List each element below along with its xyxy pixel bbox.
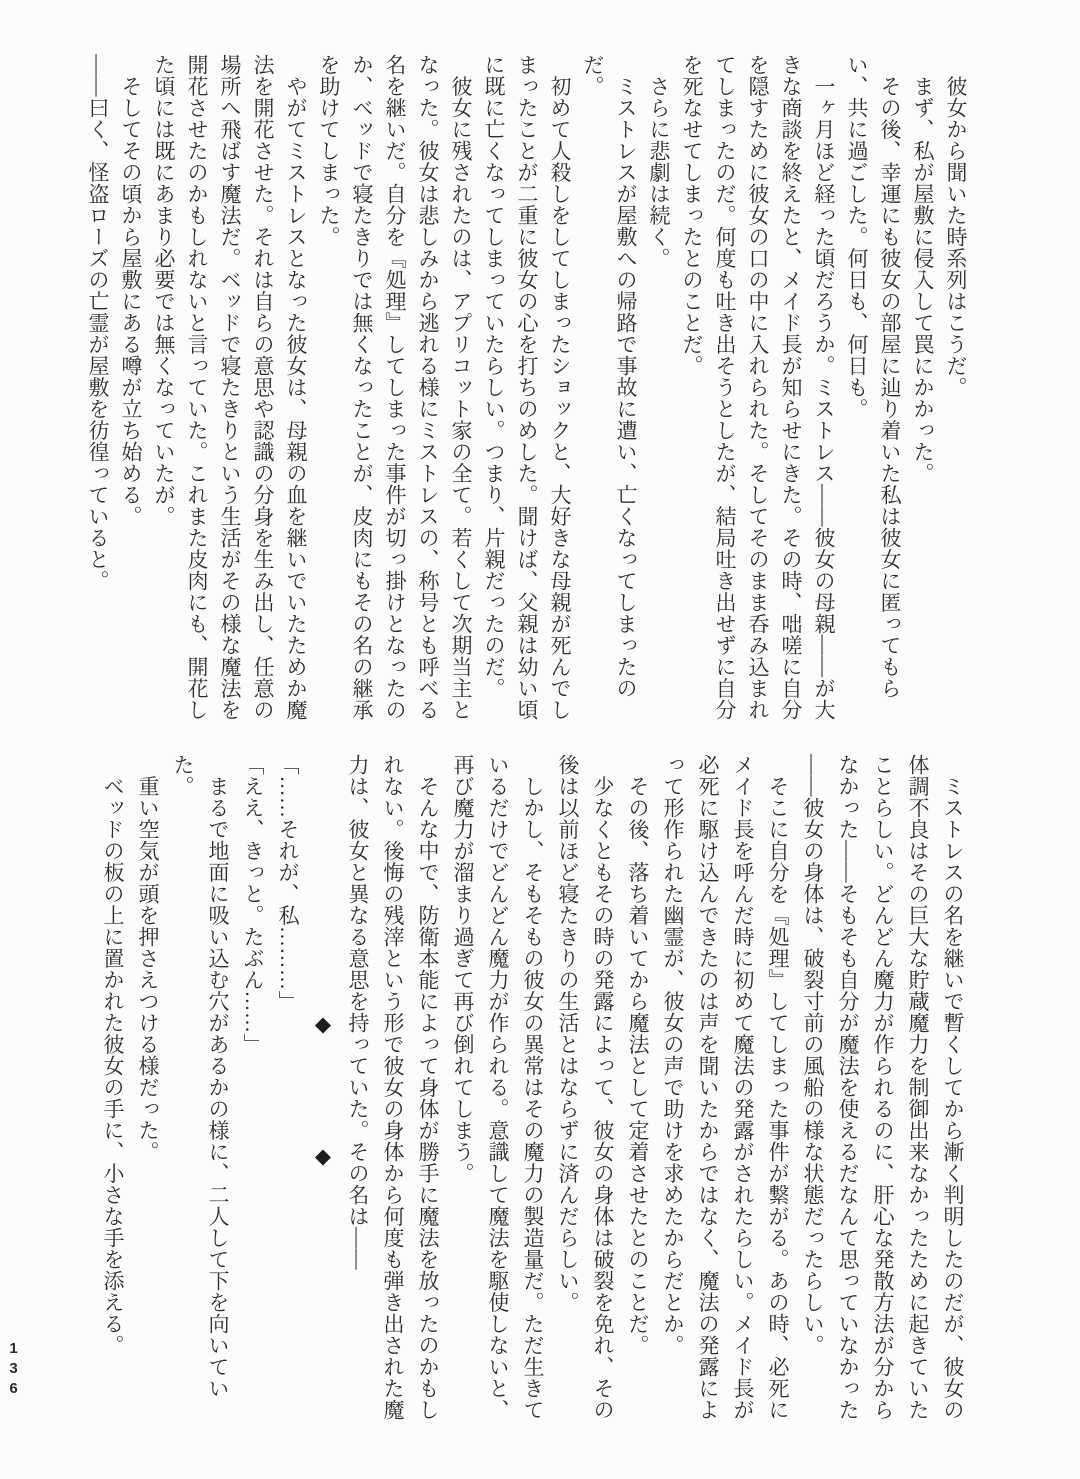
dialogue-line: 「ええ、きっと。たぶん……」	[241, 754, 265, 1055]
paragraph: その後、幸運にも彼女の部屋に辿り着いた私は彼女に匿ってもらい、共に過ごした。何日も、何日も。	[845, 54, 902, 699]
paragraph: 重い空気が頭を押さえつける様だった。	[136, 754, 160, 1163]
paragraph: 彼女に残されたのは、アプリコット家の全て。若くして次期当主となった。彼女は悲しみから逃れる様にミストレスの、称号とも呼べる名を継いだ。自分を『処理』してしまった事件が切っ掛けとなったのか、ベッドで寝たきりでは無くなったことが、皮肉にもその名の継承を助けてしまった。	[317, 54, 473, 721]
paragraph: その後、落ち着いてから魔法として定着させたとのことだ。	[626, 754, 650, 1356]
paragraph: 彼女から聞いた時系列はこうだ。	[944, 54, 968, 398]
paragraph: ミストレスが屋敷への帰路で事故に遭い、亡くなってしまったのだ。	[581, 54, 638, 699]
page-number: 136	[5, 1340, 22, 1400]
paragraph: 初めて人殺しをしてしまったショックと、大好きな母親が死んでしまったことが二重に彼女の心を打ちのめした。聞けば、父親は幼い頃に既に亡くなってしまっていたらしい。つまり、片親だったのだ。	[482, 54, 572, 721]
paragraph: 一ヶ月ほど経った頃だろうか。ミストレス――彼女の母親――が大きな商談を終えたと、メイド長が知らせにきた。その時、咄嗟に自分を隠すために彼女の口の中に入れられた。そしてそのまま呑み込まれてしまったのだ。何度も吐き出そうとしたが、結局吐き出せずに自分を死なせてしまったとのことだ。	[680, 54, 836, 721]
paragraph: そんな中で、防衛本能によって身体が勝手に魔法を放ったのかもしれない。後悔の残滓という形で彼女の身体から何度も弾き出された魔力は、彼女と異なる意思を持っていた。その名は――	[346, 754, 440, 1421]
paragraph: そしてその頃から屋敷にある噂が立ち始める。	[119, 54, 143, 527]
paragraph: しかし、そもそもの彼女の異常はその魔力の製造量だ。ただ生きているだけでどんどん魔力が作られる。意識して魔法を駆使しないと、再び魔力が溜まり過ぎて再び倒れてしまう。	[451, 754, 545, 1421]
dialogue-line: 「……それが、私………」	[276, 754, 300, 1012]
paragraph: ベッドの板の上に置かれた彼女の手に、小さな手を添える。	[101, 754, 125, 1356]
paragraph: 少なくともその時の発露によって、彼女の身体は破裂を免れ、その後は以前ほど寝たきりの生活とはならずに済んだらしい。	[556, 754, 615, 1421]
section-break-diamond-icons: ◆ ◆	[311, 754, 335, 1169]
paragraph: まず、私が屋敷に侵入して罠にかかった。	[911, 54, 935, 484]
paragraph: そこに自分を『処理』してしまった事件が繋がる。あの時、必死にメイド長を呼んだ時に初めて魔法の発露がされたらしい。メイド長が必死に駆け込んできたのは声を聞いたからではなく、魔法の発露によって形作られた幽霊が、彼女の声で助けを求めたからだとか。	[661, 754, 790, 1421]
bottom-text-block	[95, 754, 970, 1432]
paragraph: やがてミストレスとなった彼女は、母親の血を継いでいたためか魔法を開花させた。それは自らの意思や認識の分身を生み出し、任意の場所へ飛ばす魔法だ。ベッドで寝たきりという生活がその様な魔法を開花させたのかもしれないと言っていた。これまた皮肉にも、開花した頃には既にあまり必要では無くなっていたが。	[152, 54, 308, 721]
paragraph: さらに悲劇は続く。	[647, 54, 671, 269]
top-text-block	[81, 54, 972, 732]
paragraph: まるで地面に吸い込む穴があるかの様に、二人して下を向いていた。	[171, 754, 230, 1399]
paragraph: ――曰く、怪盗ローズの亡霊が屋敷を彷徨っていると。	[86, 54, 110, 592]
paragraph: ミストレスの名を継いで暫くしてから漸く判明したのだが、彼女の体調不良はその巨大な貯蔵魔力を制御出来なかったために起きていたことらしい。どんどん魔力が作られるのに、肝心な発散方法が分からなかった――そもそも自分が魔法を使えるだなんて思っていなかった――彼女の身体は、破裂寸前の風船の様な状態だったらしい。	[801, 754, 965, 1421]
